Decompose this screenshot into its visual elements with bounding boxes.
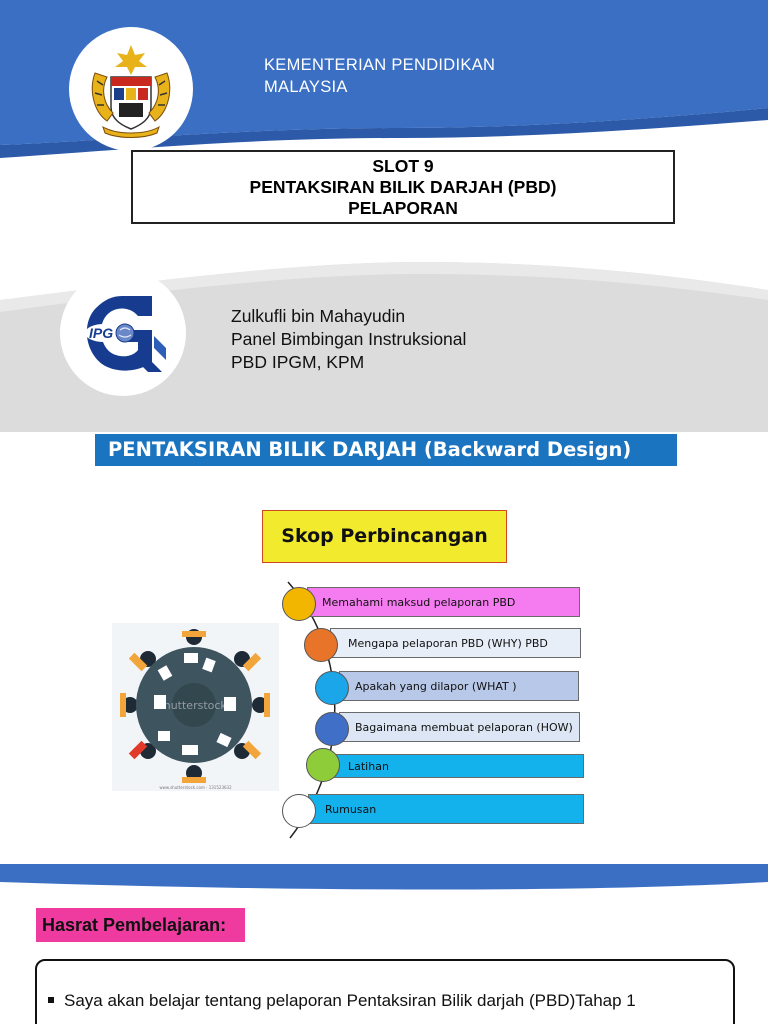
scope-bullet-4 bbox=[315, 712, 349, 746]
scope-item-5 bbox=[329, 754, 584, 778]
scope-item-3 bbox=[339, 671, 579, 701]
title-slide bbox=[0, 0, 768, 432]
presenter-info bbox=[231, 305, 466, 374]
slide-top-band bbox=[0, 864, 768, 894]
image-watermark: shutterstock bbox=[158, 699, 227, 712]
slot-title-line-1: SLOT 9 bbox=[372, 156, 434, 176]
learning-goal-slide bbox=[0, 864, 768, 1024]
slot-title-line-3: PELAPORAN bbox=[348, 198, 458, 218]
scope-item-4 bbox=[339, 712, 580, 742]
scope-item-label: Mengapa pelaporan PBD (WHY) PBD bbox=[348, 636, 548, 650]
ipg-logo-icon bbox=[78, 292, 168, 374]
scope-item-6 bbox=[308, 794, 584, 824]
scope-bullet-3 bbox=[315, 671, 349, 705]
scope-item-label: Memahami maksud pelaporan PBD bbox=[322, 595, 516, 609]
scope-item-2 bbox=[330, 628, 581, 658]
scope-item-label: Bagaimana membuat pelaporan (HOW) bbox=[355, 720, 573, 734]
coat-of-arms-badge bbox=[69, 27, 193, 151]
scope-item-label: Latihan bbox=[348, 759, 389, 773]
scope-bullet-2 bbox=[304, 628, 338, 662]
section-banner: PENTAKSIRAN BILIK DARJAH (Backward Design) bbox=[95, 434, 677, 466]
scope-item-label: Rumusan bbox=[325, 802, 377, 816]
scope-title: Skop Perbincangan bbox=[262, 510, 507, 563]
scope-bullet-5 bbox=[306, 748, 340, 782]
slot-title-box bbox=[131, 150, 675, 224]
scope-slide bbox=[0, 432, 768, 864]
presenter-organisation: PBD IPGM, KPM bbox=[231, 352, 365, 372]
learning-goal-item: Saya akan belajar tentang pelaporan Pentaksiran Bilik darjah (PBD)Tahap 1 bbox=[48, 991, 636, 1011]
ipg-logo-badge bbox=[60, 270, 186, 396]
scope-bullet-1 bbox=[282, 587, 316, 621]
image-credit: www.shutterstock.com · 131523632 bbox=[159, 785, 232, 790]
coat-of-arms-icon bbox=[81, 41, 181, 139]
learning-goal-box bbox=[35, 959, 735, 1024]
scope-item-1 bbox=[307, 587, 580, 617]
presenter-name: Zulkufli bin Mahayudin bbox=[231, 306, 406, 326]
learning-goal-heading: Hasrat Pembelajaran: bbox=[36, 908, 245, 942]
ministry-line-1: KEMENTERIAN PENDIDIKAN bbox=[264, 56, 496, 74]
slot-title-line-2: PENTAKSIRAN BILIK DARJAH (PBD) bbox=[249, 177, 557, 197]
ipg-logo-text: IPG bbox=[89, 325, 114, 341]
ministry-name bbox=[264, 54, 564, 98]
scope-item-label: Apakah yang dilapor (WHAT ) bbox=[355, 679, 517, 693]
presenter-role: Panel Bimbingan Instruksional bbox=[231, 329, 467, 349]
scope-bullet-6 bbox=[282, 794, 316, 828]
ministry-line-2: MALAYSIA bbox=[264, 78, 348, 96]
